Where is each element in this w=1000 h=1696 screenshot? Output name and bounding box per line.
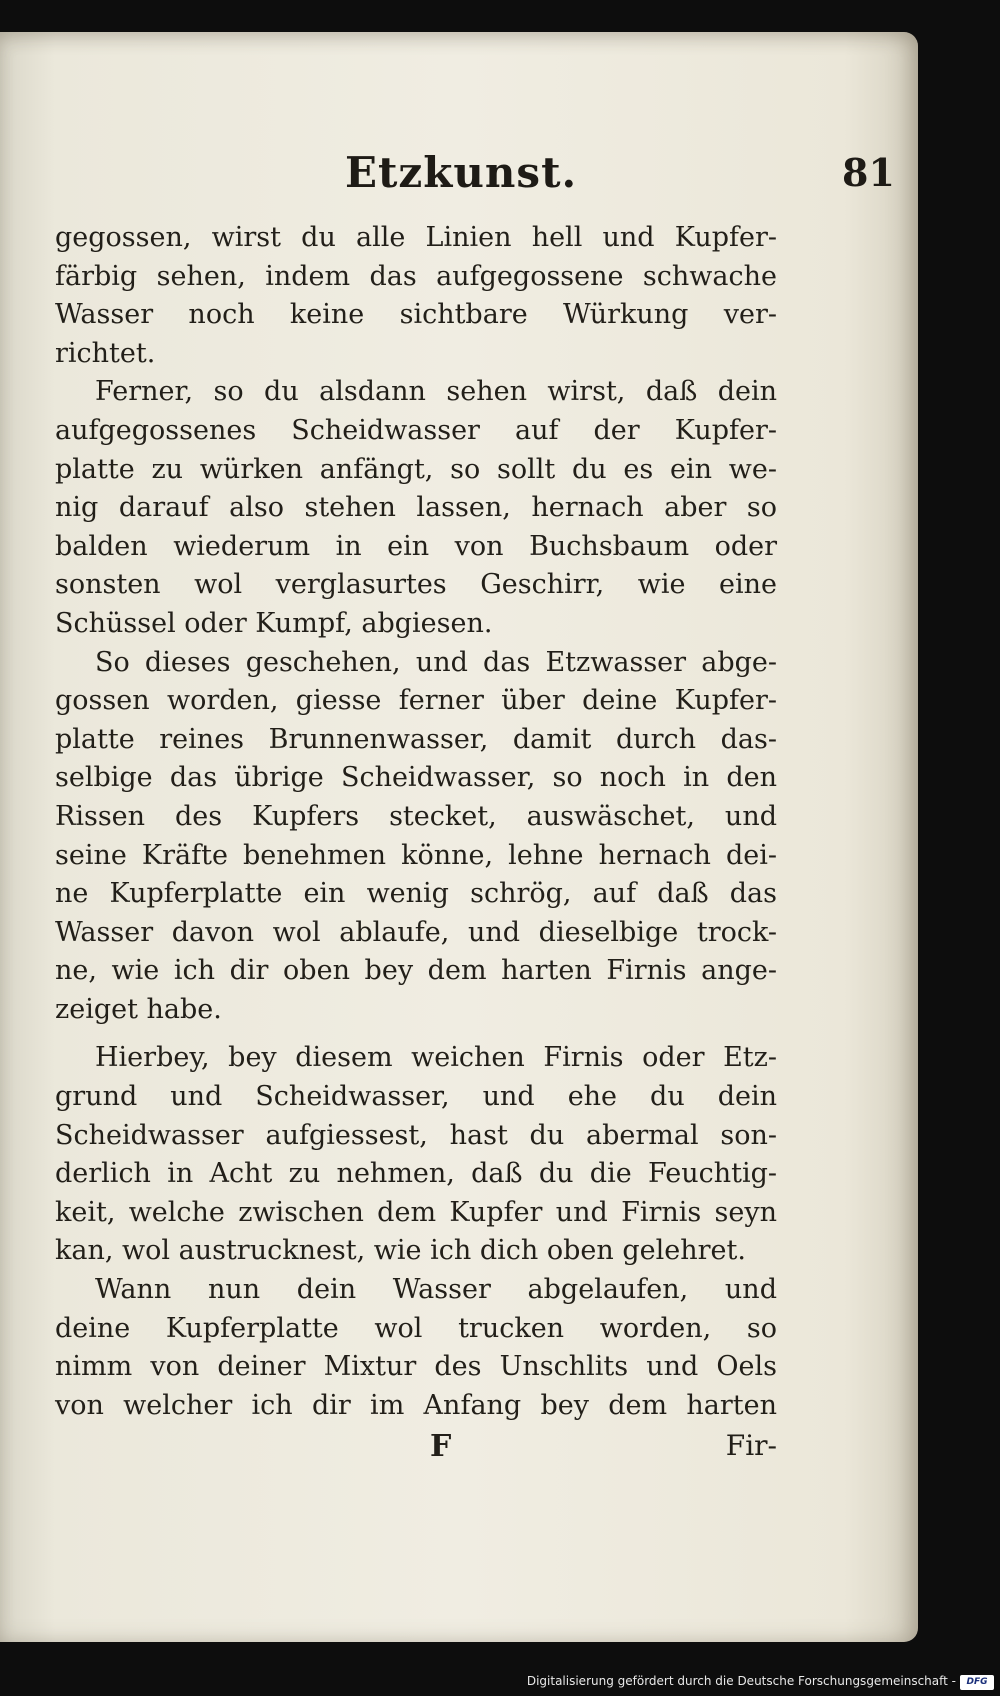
catchword: Fir- <box>725 1429 777 1463</box>
text-line: gegossen, wirst du alle Linien hell und Kupfer- <box>55 222 777 253</box>
text-line: Wasser noch keine sichtbare Würkung ver- <box>55 299 777 331</box>
text-line: Wann nun dein Wasser abgelaufen, und <box>95 1274 777 1306</box>
text-line: So dieses geschehen, und das Etzwasser abge- <box>95 646 777 678</box>
text-line: grund und Scheidwasser, und ehe du dein <box>55 1081 777 1113</box>
text-line: derlich in Acht zu nehmen, daß du die Feuchtig- <box>55 1158 777 1190</box>
page-header <box>0 144 918 210</box>
page-number: 81 <box>842 150 895 195</box>
footer-bar <box>0 1662 1000 1696</box>
text-line: balden wiederum in ein von Buchsbaum oder <box>55 530 777 562</box>
text-line: Wasser davon wol ablaufe, und dieselbige trock- <box>55 916 777 948</box>
text-line: Schüssel oder Kumpf, abgiesen. <box>55 607 493 639</box>
text-line: Ferner, so du alsdann sehen wirst, daß dein <box>95 376 777 408</box>
signature-mark: F <box>430 1429 452 1465</box>
text-line: platte zu würken anfängt, so sollt du es ein we- <box>55 453 777 485</box>
text-line: nig darauf also stehen lassen, hernach aber so <box>55 492 777 524</box>
text-line: selbige das übrige Scheidwasser, so noch in den <box>55 762 777 794</box>
page-foot <box>55 1429 777 1469</box>
book-page <box>0 32 918 1642</box>
text-line: seine Kräfte benehmen könne, lehne hernach dei- <box>55 839 777 871</box>
text-line: gossen worden, giesse ferner über deine Kupfer- <box>55 685 777 717</box>
text-line: ne Kupferplatte ein wenig schrög, auf daß das <box>55 878 777 910</box>
text-line: keit, welche zwischen dem Kupfer und Firnis seyn <box>55 1196 777 1228</box>
running-head: Etzkunst. <box>345 148 578 197</box>
text-line: zeiget habe. <box>55 993 222 1025</box>
text-line: Scheidwasser aufgiessest, hast du abermal son- <box>55 1119 777 1151</box>
text-line: Rissen des Kupfers stecket, auswäschet, und <box>55 800 777 832</box>
text-line: kan, wol austrucknest, wie ich dich oben gelehret. <box>55 1235 746 1267</box>
text-line: ne, wie ich dir oben bey dem harten Firnis ange- <box>55 955 777 987</box>
text-line: deine Kupferplatte wol trucken worden, so <box>55 1312 777 1344</box>
text-line: aufgegossenes Scheidwasser auf der Kupfer- <box>55 414 777 446</box>
text-line: richtet. <box>55 337 156 369</box>
text-line: sonsten wol verglasurtes Geschirr, wie eine <box>55 569 777 601</box>
body-text <box>55 219 777 1469</box>
text-line: nimm von deiner Mixtur des Unschlits und Oels <box>55 1351 777 1383</box>
text-line: von welcher ich dir im Anfang bey dem harten <box>55 1389 777 1421</box>
text-line: färbig sehen, indem das aufgegossene schwache <box>55 260 777 292</box>
dfg-logo-icon: DFG <box>960 1675 994 1690</box>
funding-credit: Digitalisierung gefördert durch die Deutsche Forschungsgemeinschaft - <box>526 1674 956 1688</box>
text-line: platte reines Brunnenwasser, damit durch das- <box>55 723 777 755</box>
text-line: Hierbey, bey diesem weichen Firnis oder Etz- <box>95 1042 777 1074</box>
